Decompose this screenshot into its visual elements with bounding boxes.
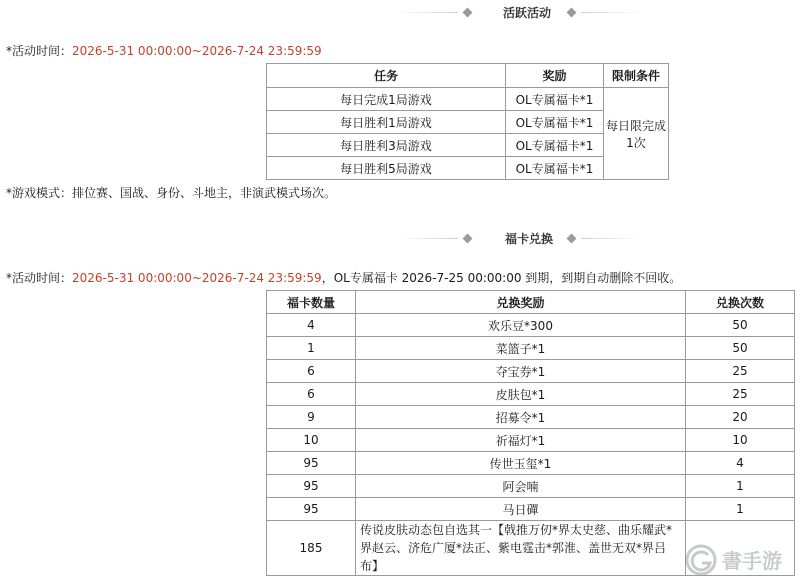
exchange-reward-cell: 招募令*1 xyxy=(356,406,686,429)
time-range: 2026-5-31 00:00:00~2026-7-24 23:59:59 xyxy=(72,271,322,285)
cost-cell: 95 xyxy=(267,452,356,475)
exchange-reward-cell: 欢乐豆*300 xyxy=(356,314,686,337)
times-cell: 50 xyxy=(686,314,795,337)
reward-cell: OL专属福卡*1 xyxy=(506,134,604,157)
time-prefix: *活动时间： xyxy=(6,271,73,285)
svg-text:書手游: 書手游 xyxy=(722,549,782,573)
table-row xyxy=(267,452,795,475)
task-cell: 每日胜利5局游戏 xyxy=(267,157,506,180)
divider-right xyxy=(581,12,641,13)
task-cell: 每日完成1局游戏 xyxy=(267,88,506,111)
section-title-active: 活跃活动 xyxy=(503,6,552,20)
exchange-reward-cell: 传说皮肤动态包自选其一【戟推万仞*界太史慈、曲乐耀武*界赵云、济危广厦*法正、紫电霆击*郭淮、盖世无双*界吕布】 xyxy=(356,521,686,576)
exchange-reward-cell: 阿会喃 xyxy=(356,475,686,498)
header-reward: 奖励 xyxy=(506,64,604,88)
header-times: 兑换次数 xyxy=(686,291,795,314)
times-cell: 50 xyxy=(686,337,795,360)
exchange-reward-cell: 皮肤包*1 xyxy=(356,383,686,406)
table-row xyxy=(267,406,795,429)
header-task: 任务 xyxy=(267,64,506,88)
times-cell: 1 xyxy=(686,498,795,521)
cost-cell: 185 xyxy=(267,521,356,576)
table-row xyxy=(267,383,795,406)
header-cost: 福卡数量 xyxy=(267,291,356,314)
gaoshou-logo-icon xyxy=(684,543,796,577)
cost-cell: 1 xyxy=(267,337,356,360)
diamond-right-icon xyxy=(567,8,577,18)
activity-time-note-2 xyxy=(6,269,681,286)
divider-left xyxy=(398,238,458,239)
task-cell: 每日胜利3局游戏 xyxy=(267,134,506,157)
time-range: 2026-5-31 00:00:00~2026-7-24 23:59:59 xyxy=(72,44,322,58)
table-row xyxy=(267,314,795,337)
table-row xyxy=(267,498,795,521)
table-row xyxy=(267,337,795,360)
cost-cell: 10 xyxy=(267,429,356,452)
table-row xyxy=(267,88,669,111)
reward-cell: OL专属福卡*1 xyxy=(506,88,604,111)
times-cell: 1 xyxy=(686,475,795,498)
game-mode-note: *游戏模式：排位赛、国战、身份、斗地主，非演武模式场次。 xyxy=(6,186,337,200)
section-header-active xyxy=(0,2,800,24)
table-row xyxy=(267,475,795,498)
expire-note: ，OL专属福卡 2026-7-25 00:00:00 到期，到期自动删除不回收。 xyxy=(321,271,682,285)
times-cell: 20 xyxy=(686,406,795,429)
divider-left xyxy=(398,12,458,13)
cost-cell: 9 xyxy=(267,406,356,429)
cost-cell: 95 xyxy=(267,475,356,498)
cost-cell: 95 xyxy=(267,498,356,521)
exchange-reward-cell: 菜篮子*1 xyxy=(356,337,686,360)
times-cell: 4 xyxy=(686,452,795,475)
exchange-reward-cell: 传世玉玺*1 xyxy=(356,452,686,475)
times-cell: 10 xyxy=(686,429,795,452)
limit-cell: 每日限完成1次 xyxy=(604,88,669,180)
diamond-right-icon xyxy=(567,234,577,244)
exchange-table xyxy=(266,290,795,576)
exchange-reward-cell: 祈福灯*1 xyxy=(356,429,686,452)
cost-cell: 6 xyxy=(267,360,356,383)
header-exchange-reward: 兑换奖励 xyxy=(356,291,686,314)
section-header-exchange xyxy=(0,228,800,250)
reward-cell: OL专属福卡*1 xyxy=(506,111,604,134)
times-cell: 25 xyxy=(686,383,795,406)
table-row xyxy=(267,360,795,383)
reward-cell: OL专属福卡*1 xyxy=(506,157,604,180)
time-prefix: *活动时间： xyxy=(6,44,73,58)
cost-cell: 6 xyxy=(267,383,356,406)
activity-time-note-1 xyxy=(6,42,322,59)
diamond-left-icon xyxy=(463,8,473,18)
table-row xyxy=(267,429,795,452)
times-cell: 25 xyxy=(686,360,795,383)
watermark-logo xyxy=(684,543,796,577)
task-table xyxy=(266,63,669,180)
exchange-reward-cell: 马日磾 xyxy=(356,498,686,521)
divider-right xyxy=(581,238,641,239)
header-limit: 限制条件 xyxy=(604,64,669,88)
cost-cell: 4 xyxy=(267,314,356,337)
task-cell: 每日胜利1局游戏 xyxy=(267,111,506,134)
diamond-left-icon xyxy=(463,234,473,244)
section-title-exchange: 福卡兑换 xyxy=(505,232,554,246)
exchange-reward-cell: 夺宝券*1 xyxy=(356,360,686,383)
